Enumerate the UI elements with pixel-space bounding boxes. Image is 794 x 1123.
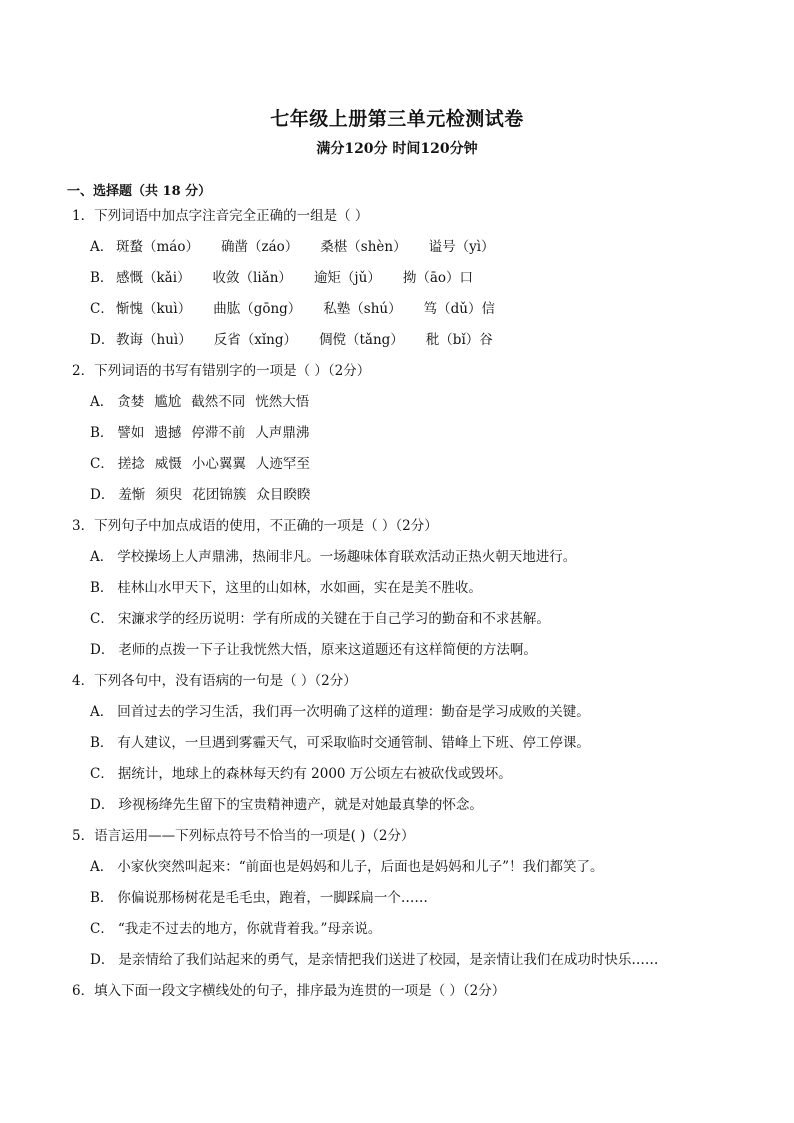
option-word: 人迹罕至	[255, 456, 310, 472]
option-word: 斑蝥（máo）	[116, 239, 199, 255]
option-word: 笃（dǔ）信	[423, 301, 495, 317]
page-subtitle: 满分120分 时间120分钟	[316, 141, 478, 157]
option-letter: C．	[90, 921, 114, 937]
option-a	[0, 546, 794, 577]
option-word: 私塾（shú）	[323, 301, 402, 317]
option-word: 搓捻	[117, 456, 145, 472]
option-word: 花团锦簇	[192, 487, 247, 503]
option-word: 逾矩（jǔ）	[313, 270, 381, 286]
option-letter: D．	[90, 797, 115, 813]
option-text: “我走不过去的地方，你就背着我。”母亲说。	[117, 921, 382, 937]
question-stem: 2．下列词语的书写有错别字的一项是（ ）（2分）	[72, 363, 371, 379]
option-text: 据统计，地球上的森林每天约有 2000 万公顷左右被砍伐或毁坏。	[117, 766, 512, 782]
option-word: 秕（bǐ）谷	[425, 332, 493, 348]
option-a	[0, 391, 794, 422]
option-word: 尴尬	[154, 394, 182, 410]
option-d	[0, 949, 794, 980]
question-3	[0, 515, 794, 670]
question-list	[0, 205, 794, 1011]
option-word: 反省（xǐng）	[213, 332, 297, 348]
option-word: 遗撼	[154, 425, 182, 441]
option-d	[0, 794, 794, 825]
option-letter: C．	[90, 301, 114, 317]
option-letter: D．	[90, 952, 115, 968]
option-a	[0, 236, 794, 267]
option-letter: B．	[90, 270, 114, 286]
option-word: 贪婪	[117, 394, 145, 410]
option-word: 拗（āo）口	[402, 270, 474, 286]
option-letter: A．	[90, 704, 114, 720]
option-b	[0, 732, 794, 763]
option-word: 教诲（huì）	[116, 332, 192, 348]
option-d	[0, 484, 794, 515]
option-letter: A．	[90, 239, 114, 255]
option-word: 须臾	[155, 487, 183, 503]
option-c	[0, 608, 794, 639]
option-word: 谥号（yì）	[428, 239, 495, 255]
option-word: 恍然大悟	[255, 394, 310, 410]
question-stem: 3．下列句子中加点成语的使用，不正确的一项是（ ）（2分）	[72, 518, 438, 534]
option-text: 小家伙突然叫起来：“前面也是妈妈和儿子，后面也是妈妈和儿子”！我们都笑了。	[117, 859, 604, 875]
option-word: 威慑	[154, 456, 182, 472]
question-stem: 1．下列词语中加点字注音完全正确的一组是（ ）	[72, 208, 369, 224]
question-6	[0, 980, 794, 1011]
option-word: 人声鼎沸	[255, 425, 310, 441]
option-text: 回首过去的学习生活，我们再一次明确了这样的道理：勤奋是学习成败的关键。	[117, 704, 590, 720]
option-text: 学校操场上人声鼎沸，热闹非凡。一场趣味体育联欢活动正热火朝天地进行。	[117, 549, 577, 565]
option-word: 羞惭	[118, 487, 146, 503]
option-b	[0, 577, 794, 608]
option-word: 桑椹（shèn）	[320, 239, 407, 255]
option-c	[0, 763, 794, 794]
option-letter: A．	[90, 859, 114, 875]
option-b	[0, 267, 794, 298]
option-letter: C．	[90, 611, 114, 627]
option-word: 倜傥（tǎng）	[319, 332, 404, 348]
option-a	[0, 701, 794, 732]
option-word: 譬如	[117, 425, 145, 441]
option-word: 感慨（kǎi）	[116, 270, 191, 286]
option-letter: D．	[90, 332, 115, 348]
option-letter: B．	[90, 890, 114, 906]
question-stem: 5．语言运用——下列标点符号不恰当的一项是( )（2分）	[72, 828, 415, 844]
section-heading: 一、选择题（共 18 分）	[67, 184, 212, 199]
option-c	[0, 298, 794, 329]
option-d	[0, 329, 794, 360]
option-word: 停滞不前	[191, 425, 246, 441]
option-letter: B．	[90, 425, 114, 441]
option-c	[0, 453, 794, 484]
question-2	[0, 360, 794, 515]
option-b	[0, 422, 794, 453]
question-1	[0, 205, 794, 360]
option-text: 你偏说那杨树花是毛毛虫，跑着，一脚踩扁一个……	[117, 890, 428, 906]
option-word: 曲肱（gōng）	[213, 301, 302, 317]
option-letter: C．	[90, 766, 114, 782]
option-letter: D．	[90, 487, 115, 503]
option-letter: A．	[90, 549, 114, 565]
option-a	[0, 856, 794, 887]
page-title: 七年级上册第三单元检测试卷	[270, 108, 524, 130]
option-c	[0, 918, 794, 949]
option-word: 小心翼翼	[191, 456, 246, 472]
option-word: 截然不同	[191, 394, 246, 410]
option-d	[0, 639, 794, 670]
option-text: 桂林山水甲天下，这里的山如林，水如画，实在是美不胜收。	[117, 580, 482, 596]
option-text: 珍视杨绛先生留下的宝贵精神遗产，就是对她最真挚的怀念。	[118, 797, 483, 813]
option-word: 众目睽睽	[256, 487, 311, 503]
option-text: 是亲情给了我们站起来的勇气，是亲情把我们送进了校园，是亲情让我们在成功时快乐……	[118, 952, 659, 968]
option-b	[0, 887, 794, 918]
option-word: 惭愧（kuì）	[116, 301, 192, 317]
option-letter: D．	[90, 642, 115, 658]
option-letter: C．	[90, 456, 114, 472]
option-letter: A．	[90, 394, 114, 410]
option-text: 老师的点拨一下子让我恍然大悟，原来这道题还有这样简便的方法啊。	[118, 642, 537, 658]
question-stem: 6．填入下面一段文字横线处的句子，排序最为连贯的一项是（ ）（2分）	[72, 983, 506, 999]
question-4	[0, 670, 794, 825]
question-stem: 4．下列各句中，没有语病的一句是（ ）（2分）	[72, 673, 357, 689]
option-word: 收敛（liǎn）	[212, 270, 292, 286]
option-letter: B．	[90, 580, 114, 596]
option-letter: B．	[90, 735, 114, 751]
option-text: 宋濂求学的经历说明：学有所成的关键在于自己学习的勤奋和不求甚解。	[117, 611, 550, 627]
option-text: 有人建议，一旦遇到雾霾天气，可采取临时交通管制、错峰上下班、停工停课。	[117, 735, 590, 751]
option-word: 确凿（záo）	[220, 239, 299, 255]
question-5	[0, 825, 794, 980]
